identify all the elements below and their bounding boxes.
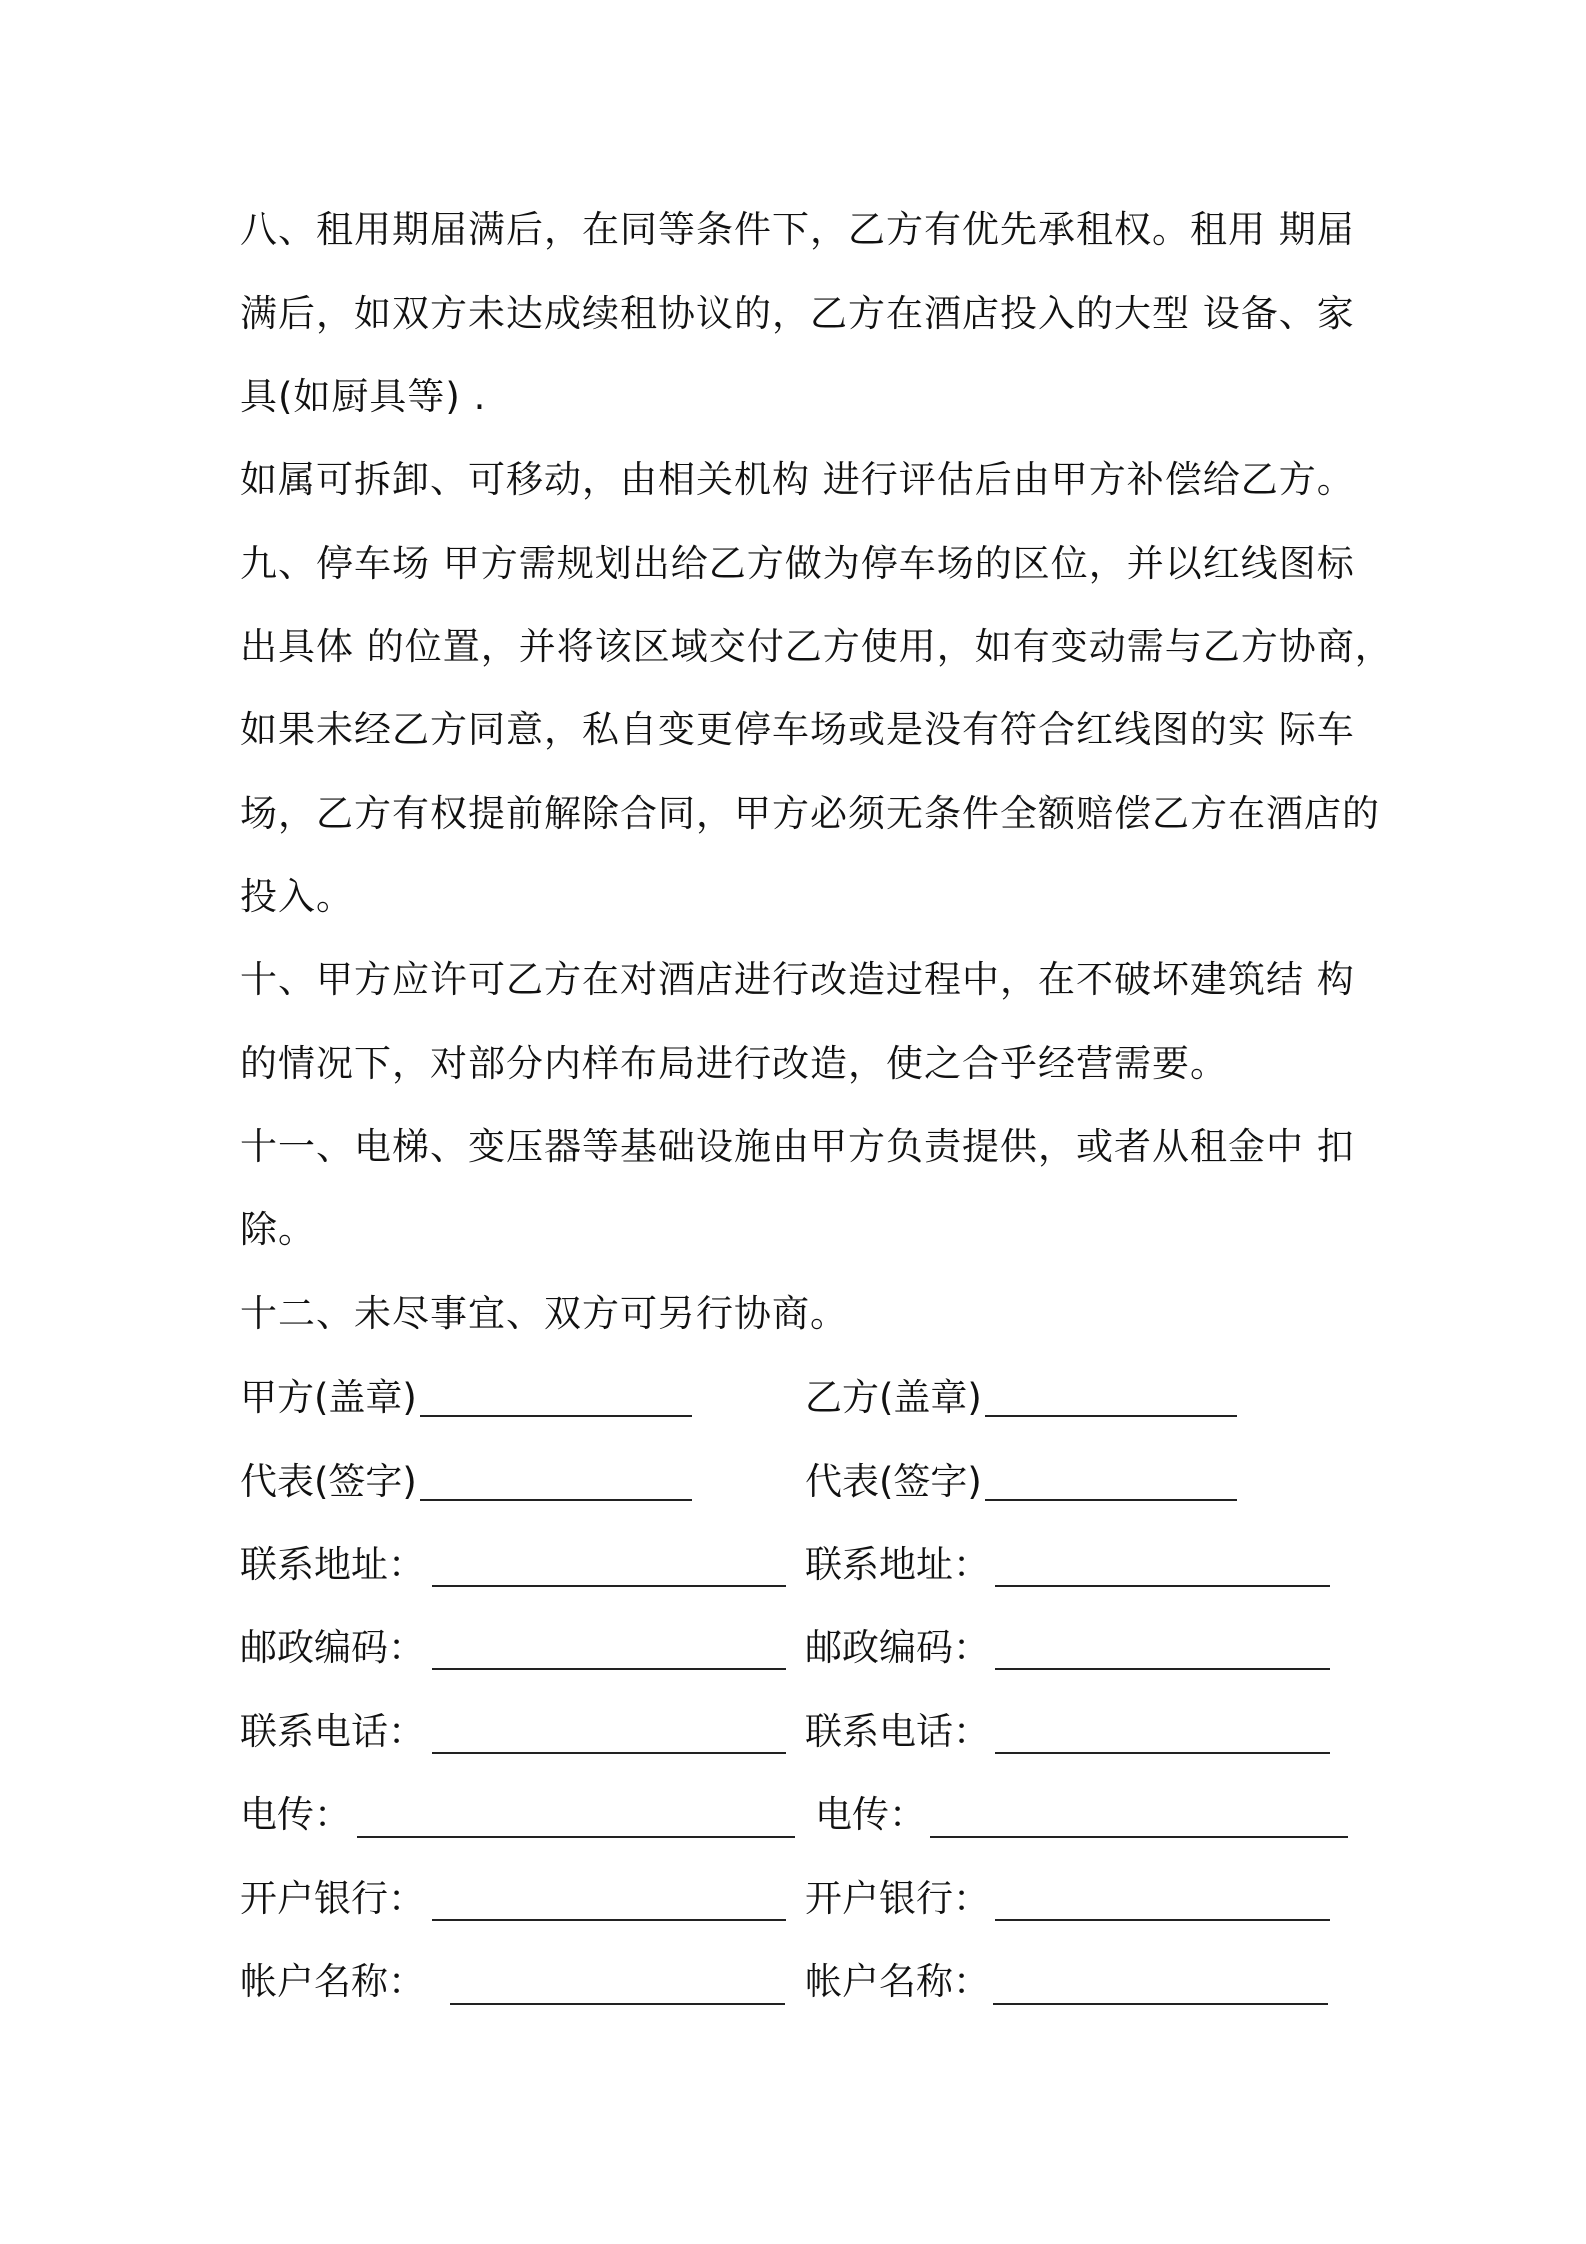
party-b-address-line xyxy=(995,1585,1330,1587)
party-b-phone-label: 联系电话： xyxy=(805,1710,990,1753)
party-a-bank-line xyxy=(432,1919,786,1921)
party-b-rep-line xyxy=(985,1499,1237,1501)
clause-line: 如属可拆卸、可移动，由相关机构 进行评估后由甲方补偿给乙方。 xyxy=(240,458,1355,501)
party-a-bank-label: 开户银行： xyxy=(240,1877,425,1920)
party-a-postcode-label: 邮政编码： xyxy=(240,1626,425,1669)
clause-line: 十、甲方应许可乙方在对酒店进行改造过程中，在不破坏建筑结 构 xyxy=(240,958,1355,1001)
party-a-seal-label: 甲方(盖章) xyxy=(240,1376,417,1419)
party-a-phone-line xyxy=(432,1752,786,1754)
clause-line: 投入。 xyxy=(240,875,354,918)
party-b-rep-label: 代表(签字) xyxy=(805,1460,982,1503)
party-b-postcode-line xyxy=(995,1668,1330,1670)
clause-line: 具(如厨具等) . xyxy=(240,375,487,418)
party-a-postcode-line xyxy=(432,1668,786,1670)
party-b-telex-line xyxy=(930,1836,1348,1838)
clause-line: 出具体 的位置，并将该区域交付乙方使用，如有变动需与乙方协商， xyxy=(240,625,1393,668)
party-a-account-line xyxy=(450,2003,785,2005)
clause-line: 八、租用期届满后，在同等条件下，乙方有优先承租权。租用 期届 xyxy=(240,208,1355,251)
clause-line: 满后，如双方未达成续租协议的，乙方在酒店投入的大型 设备、家 xyxy=(240,292,1355,335)
party-a-address-label: 联系地址： xyxy=(240,1543,425,1586)
clause-line: 十二、未尽事宜、双方可另行协商。 xyxy=(240,1292,848,1335)
party-b-seal-line xyxy=(985,1415,1237,1417)
party-b-address-label: 联系地址： xyxy=(805,1543,990,1586)
party-b-phone-line xyxy=(995,1752,1330,1754)
clause-line: 的情况下，对部分内样布局进行改造，使之合乎经营需要。 xyxy=(240,1042,1228,1085)
clause-line: 九、停车场 甲方需规划出给乙方做为停车场的区位，并以红线图标 xyxy=(240,542,1355,585)
party-a-address-line xyxy=(432,1585,786,1587)
party-b-bank-label: 开户银行： xyxy=(805,1877,990,1920)
party-a-account-label: 帐户名称： xyxy=(240,1960,425,2003)
party-a-phone-label: 联系电话： xyxy=(240,1710,425,1753)
clause-line: 除。 xyxy=(240,1208,316,1251)
party-b-telex-label: 电传： xyxy=(815,1793,926,1836)
clause-line: 十一、电梯、变压器等基础设施由甲方负责提供，或者从租金中 扣 xyxy=(240,1125,1355,1168)
party-b-account-line xyxy=(993,2003,1328,2005)
party-b-seal-label: 乙方(盖章) xyxy=(805,1376,982,1419)
party-a-telex-line xyxy=(357,1836,795,1838)
party-a-seal-line xyxy=(420,1415,692,1417)
clause-line: 如果未经乙方同意，私自变更停车场或是没有符合红线图的实 际车 xyxy=(240,708,1355,751)
party-b-account-label: 帐户名称： xyxy=(805,1960,990,2003)
party-a-telex-label: 电传： xyxy=(240,1793,351,1836)
party-b-postcode-label: 邮政编码： xyxy=(805,1626,990,1669)
party-b-bank-line xyxy=(995,1919,1330,1921)
party-a-rep-line xyxy=(420,1499,692,1501)
clause-line: 场，乙方有权提前解除合同，甲方必须无条件全额赔偿乙方在酒店的 xyxy=(240,792,1380,835)
party-a-rep-label: 代表(签字) xyxy=(240,1460,417,1503)
